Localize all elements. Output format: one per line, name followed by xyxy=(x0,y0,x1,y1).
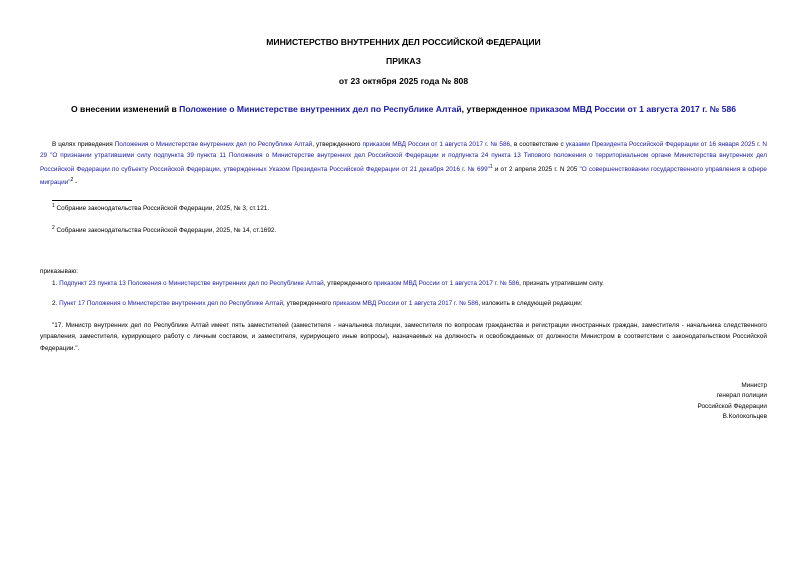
item1-link-subparagraph[interactable]: Подпункт 23 пункта 13 Положения о Министерстве внутренних дел по Республике Алтай xyxy=(59,280,324,287)
order-word: приказываю: xyxy=(40,268,78,275)
signature-country: Российской Федерации xyxy=(697,402,767,410)
item2-link-paragraph[interactable]: Пункт 17 Положения о Министерстве внутренних дел по Республике Алтай xyxy=(59,300,284,307)
footnote-1 xyxy=(52,203,269,212)
signature-position: Министр xyxy=(741,382,767,389)
preamble-text: В целях приведения xyxy=(52,141,115,148)
item1-link-order[interactable]: приказом МВД России от 1 августа 2017 г. № 586 xyxy=(373,280,520,287)
footnote-mark: 1 xyxy=(52,203,55,209)
item-number: 1. xyxy=(52,280,60,287)
footnote-ref-2[interactable]: 2 xyxy=(70,177,74,184)
footnote-ref-1[interactable]: 1 xyxy=(489,163,493,170)
item2-link-order[interactable]: приказом МВД России от 1 августа 2017 г. № 586 xyxy=(332,300,479,307)
order-item-2 xyxy=(52,298,767,309)
document-title xyxy=(40,104,767,114)
preamble-text: и от 2 апреля 2025 г. N 205 xyxy=(492,165,580,173)
preamble-link-order[interactable]: приказом МВД России от 1 августа 2017 г. № 586 xyxy=(362,141,511,148)
order-item-1 xyxy=(52,278,767,289)
footnote-2 xyxy=(52,225,276,234)
item-text: , изложить в следующей редакции: xyxy=(478,300,583,307)
preamble-link-regulation[interactable]: Положения о Министерстве внутренних дел по Республике Алтай xyxy=(114,141,313,148)
footnote-text: Собрание законодательства Российской Федерации, 2025, № 3, ст.121. xyxy=(54,205,270,213)
item-number: 2. xyxy=(52,300,60,307)
item-text: , утвержденного xyxy=(283,300,333,307)
signature-rank: генерал полиции xyxy=(716,392,767,400)
title-text: , утвержденное xyxy=(461,104,530,114)
item-text: , признать утратившим силу. xyxy=(519,280,604,287)
title-text: О внесении изменений в xyxy=(70,104,180,114)
footnote-text: Собрание законодательства Российской Федерации, 2025, № 14, ст.1692. xyxy=(54,227,277,235)
preamble-text: , утвержденного xyxy=(312,141,363,148)
title-link-order[interactable]: приказом МВД России от 1 августа 2017 г. № 586 xyxy=(529,104,737,114)
footnote-mark: 2 xyxy=(52,225,55,231)
ministry-heading: МИНИСТЕРСТВО ВНУТРЕННИХ ДЕЛ РОССИЙСКОЙ ФЕДЕРАЦИИ xyxy=(266,37,541,47)
preamble-text: , в соответствие с xyxy=(510,141,566,148)
preamble-text: - xyxy=(73,179,78,187)
signature-block xyxy=(698,381,768,422)
signature-name: В.Колокольцев xyxy=(722,412,767,420)
footnote-separator xyxy=(52,200,132,201)
preamble-paragraph xyxy=(40,139,767,189)
preamble-link-decree-205[interactable]: "О совершенствовании государственного управления в сфере миграции" xyxy=(40,165,767,187)
title-link-regulation[interactable]: Положение о Министерстве внутренних дел по Республике Алтай xyxy=(179,104,462,114)
date-number-heading: от 23 октября 2025 года № 808 xyxy=(338,76,469,86)
item-text: , утвержденного xyxy=(323,280,374,287)
quoted-paragraph-17: "17. Министр внутренних дел по Республике Алтай имеет пять заместителей (заместителя - начальника полиции, заместителя по вопросам гражданства и регистрации иностранных граждан, заместителя - начальника следственного управления, заместителя, курирующего работу с личным составом, и заместителя, курирующего иные вопросы), назначаемых на должность и освобождаемых от должности Министром в соответствии с законодательством Российской Федерации.". xyxy=(40,322,767,352)
preamble-link-decree-29[interactable]: указами Президента Российской Федерации от 16 января 2025 г. N 29 "О признании утратившими силу подпункта 39 пункта 11 Положения о Министерстве внутренних дел Российской Федерации и подпункта 24 пункта 13 Типового положения о территориальном органе Министерства внутренних дел Российской Федерации по субъекту Российской Федерации, утвержденных Указом Президента Российской Федерации от 21 декабря 2016 г. № 699" xyxy=(40,141,767,173)
doc-type-heading: ПРИКАЗ xyxy=(386,56,421,66)
